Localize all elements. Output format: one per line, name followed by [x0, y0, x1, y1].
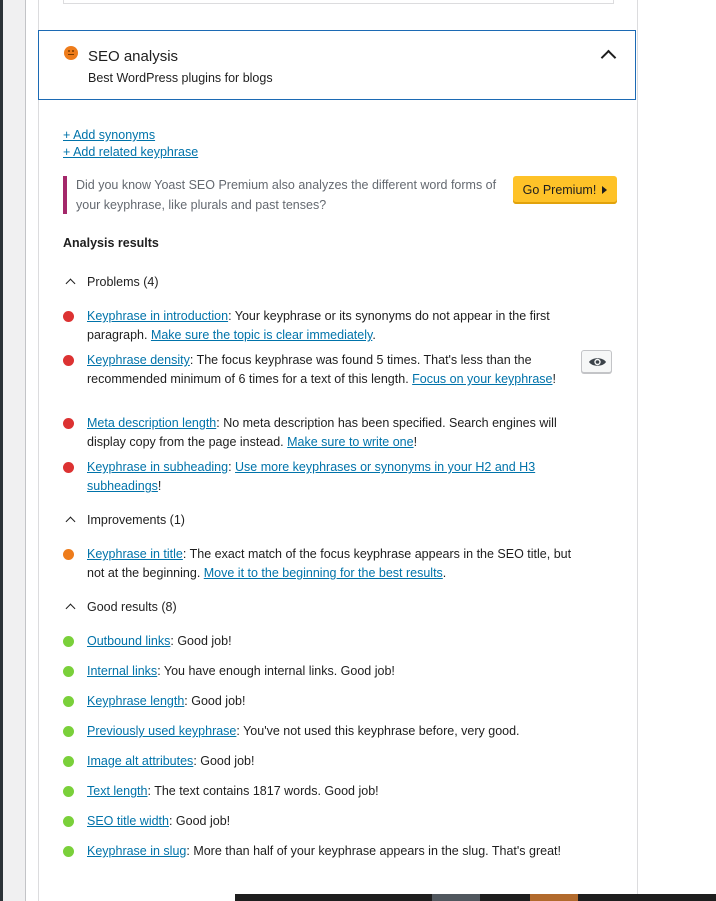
result-link[interactable]: Text length	[87, 784, 148, 798]
eye-icon	[588, 356, 607, 368]
result-link[interactable]: Image alt attributes	[87, 754, 194, 768]
add-related-keyphrase-link[interactable]: + Add related keyphrase	[63, 145, 199, 159]
result-text: :	[228, 460, 236, 474]
result-text: : You've not used this keyphrase before, very good.	[236, 724, 520, 738]
result-link[interactable]: Keyphrase length	[87, 694, 185, 708]
result-text: : Your keyphrase or its synonyms do not appear in the first paragraph.	[87, 309, 550, 342]
result-end: !	[413, 435, 418, 449]
result-text: : Good job!	[168, 814, 231, 828]
good-results-label: Good results (8)	[87, 600, 177, 614]
bullet-orange-icon	[63, 549, 74, 560]
sad-face-icon	[64, 46, 78, 60]
bullet-red-icon	[63, 355, 74, 366]
go-premium-label: Go Premium!	[522, 183, 597, 197]
bullet-green-icon	[63, 756, 74, 767]
bullet-green-icon	[63, 816, 74, 827]
result-link[interactable]: Keyphrase in slug	[87, 844, 187, 858]
bullet-green-icon	[63, 726, 74, 737]
focus-keyphrase: Best WordPress plugins for blogs	[88, 71, 273, 85]
result-text: : More than half of your keyphrase appears in the slug. That's great!	[186, 844, 561, 858]
highlight-marker-button[interactable]	[581, 350, 612, 373]
result-text: : Good job!	[170, 634, 232, 648]
result-link[interactable]: Internal links	[87, 664, 158, 678]
result-text: : No meta description has been specified. Search engines will display copy from the page instead.	[87, 416, 557, 449]
seo-analysis-title: SEO analysis	[88, 48, 179, 65]
premium-upsell	[63, 176, 617, 214]
result-link[interactable]: SEO title width	[87, 814, 169, 828]
result-text: : The focus keyphrase was found 5 times. That's less than the recommended minimum of 6 times for a text of this length.	[87, 353, 532, 386]
result-fix-link[interactable]: Focus on your keyphrase	[412, 372, 553, 386]
bullet-green-icon	[63, 696, 74, 707]
previous-section-box	[63, 0, 614, 4]
result-link[interactable]: Keyphrase in subheading	[87, 460, 229, 474]
chevron-up-icon[interactable]	[601, 50, 617, 66]
bullet-green-icon	[63, 846, 74, 857]
seo-analysis-toggle[interactable]	[38, 30, 636, 100]
bullet-green-icon	[63, 636, 74, 647]
arrow-right-icon	[602, 186, 607, 194]
upsell-text: Did you know Yoast SEO Premium also analyzes the different word forms of your keyphrase, like plurals and past tenses?	[76, 178, 497, 212]
result-text: : The text contains 1817 words. Good job!	[147, 784, 379, 798]
result-fix-link[interactable]: Make sure the topic is clear immediately	[150, 328, 373, 342]
result-end: !	[157, 479, 162, 493]
result-link[interactable]: Keyphrase density	[87, 353, 190, 367]
result-link[interactable]: Previously used keyphrase	[87, 724, 237, 738]
result-text: : Good job!	[184, 694, 246, 708]
result-text: : The exact match of the focus keyphrase appears in the SEO title, but not at the beginning.	[87, 547, 572, 580]
bullet-red-icon	[63, 418, 74, 429]
admin-sidebar-edge	[0, 0, 26, 901]
result-text: : Good job!	[193, 754, 255, 768]
result-end: .	[442, 566, 447, 580]
result-fix-link[interactable]: Use more keyphrases or synonyms in your H2 and H3 subheadings	[87, 460, 536, 493]
result-link[interactable]: Meta description length	[87, 416, 217, 430]
result-fix-link[interactable]: Make sure to write one	[287, 435, 414, 449]
result-end: !	[552, 372, 556, 386]
bullet-red-icon	[63, 311, 74, 322]
result-text: : You have enough internal links. Good job!	[157, 664, 395, 678]
result-link[interactable]: Outbound links	[87, 634, 171, 648]
bullet-red-icon	[63, 462, 74, 473]
problems-label: Problems (4)	[87, 275, 159, 289]
result-link[interactable]: Keyphrase in introduction	[87, 309, 229, 323]
bullet-green-icon	[63, 666, 74, 677]
bullet-green-icon	[63, 786, 74, 797]
result-end: .	[372, 328, 376, 342]
result-fix-link[interactable]: Move it to the beginning for the best results	[203, 566, 443, 580]
bottom-toolbar-strip	[235, 894, 716, 901]
add-synonyms-link[interactable]: + Add synonyms	[63, 128, 156, 142]
improvements-label: Improvements (1)	[87, 513, 185, 527]
analysis-results-heading: Analysis results	[63, 236, 159, 250]
go-premium-button[interactable]	[513, 176, 617, 204]
result-link[interactable]: Keyphrase in title	[87, 547, 183, 561]
